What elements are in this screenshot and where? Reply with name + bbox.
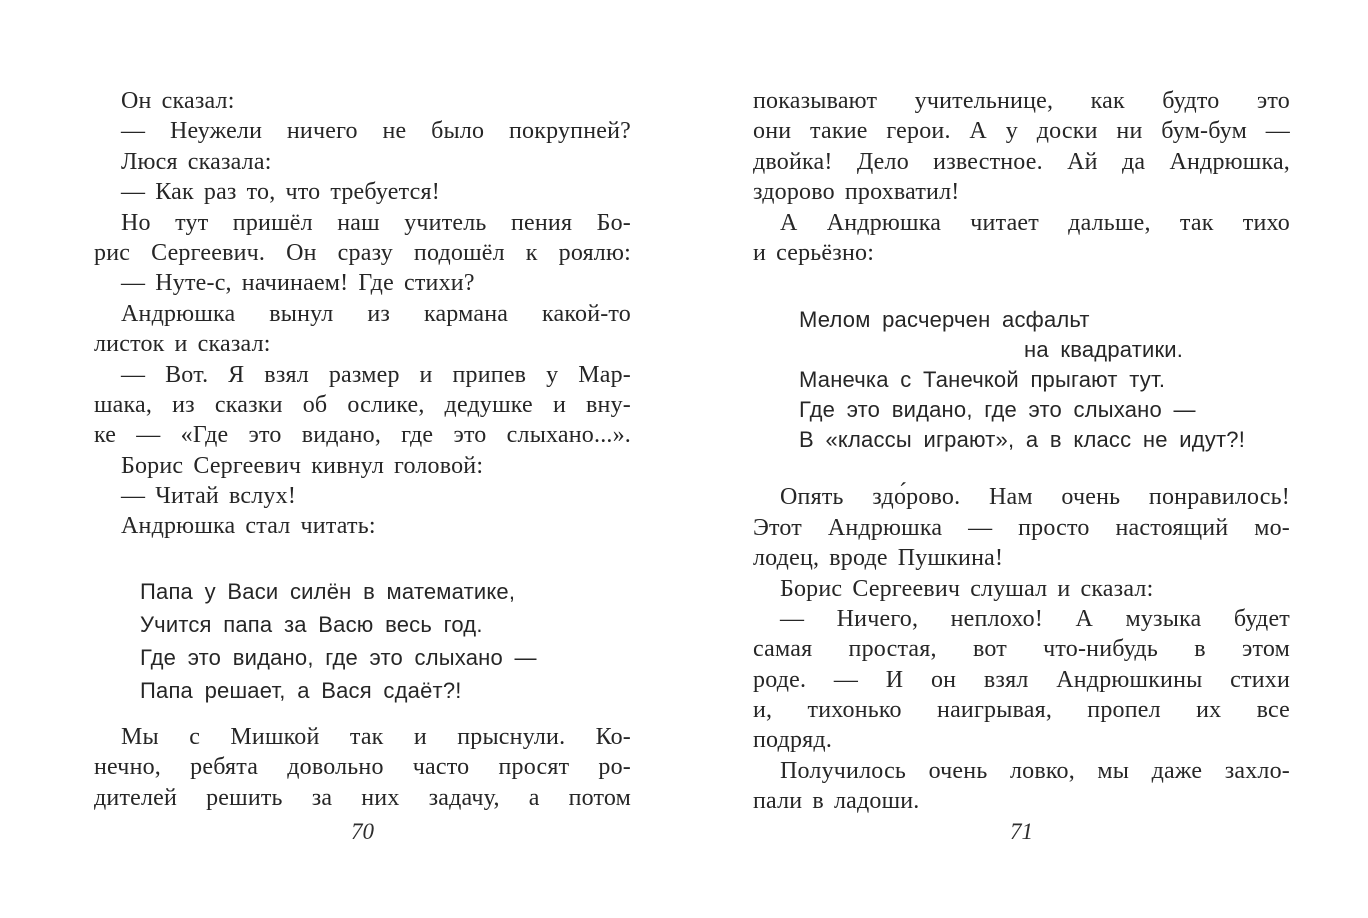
text-line: пали в ладоши. bbox=[753, 788, 920, 815]
text-line: Этот Андрюшка — просто настоящий мо- bbox=[753, 514, 1290, 541]
text-line: показывают учительнице, как будто это bbox=[753, 88, 1290, 114]
prose-block bbox=[94, 86, 631, 542]
text-line: — Как раз то, что требуется! bbox=[121, 179, 440, 206]
verse-line: Папа у Васи силён в математике, bbox=[140, 578, 516, 604]
verse-block bbox=[753, 305, 1290, 455]
text-line: и серьёзно: bbox=[753, 239, 875, 266]
text-line: Борис Сергеевич слушал и сказал: bbox=[780, 575, 1154, 602]
text-line: — Ничего, неплохо! А музыка будет bbox=[780, 605, 1290, 632]
text-line: подряд. bbox=[753, 727, 833, 754]
text-line: роде. — И он взял Андрюшкины стихи bbox=[753, 666, 1290, 693]
prose-block bbox=[94, 722, 631, 813]
verse-line: Где это видано, где это слыхано — bbox=[140, 644, 537, 670]
verse-line: Учится папа за Васю весь год. bbox=[140, 611, 483, 637]
text-line: шака, из сказки об ослике, дедушке и вну- bbox=[94, 391, 631, 418]
text-line: листок и сказал: bbox=[94, 331, 271, 358]
verse-line: Где это видано, где это слыхано — bbox=[799, 397, 1196, 423]
prose-block bbox=[753, 482, 1290, 816]
text-line: Мы с Мишкой так и прыснули. Ко- bbox=[121, 723, 631, 750]
right-page-number: 71 bbox=[1010, 819, 1033, 844]
verse-line: Манечка с Танечкой прыгают тут. bbox=[799, 367, 1166, 393]
verse-line: на квадратики. bbox=[1024, 337, 1184, 363]
text-line: Опять здо́рово. Нам очень понравилось! bbox=[780, 484, 1290, 511]
text-line: — Вот. Я взял размер и припев у Мар- bbox=[121, 361, 631, 388]
text-line: они такие герои. А у доски ни бум-бум — bbox=[753, 118, 1290, 145]
verse-line: Мелом расчерчен асфальт bbox=[799, 307, 1090, 333]
verse-line: Папа решает, а Вася сдаёт?! bbox=[140, 677, 462, 703]
text-line: Борис Сергеевич кивнул головой: bbox=[121, 452, 484, 479]
text-line: А Андрюшка читает дальше, так тихо bbox=[780, 209, 1290, 236]
text-line: лодец, вроде Пушкина! bbox=[753, 545, 1004, 572]
text-line: Люся сказала: bbox=[121, 148, 272, 175]
text-line: здорово прохватил! bbox=[753, 179, 960, 206]
text-line: ке — «Где это видано, где это слыхано...». bbox=[94, 422, 631, 449]
text-line: дителей решить за них задачу, а потом bbox=[94, 784, 631, 811]
right-page bbox=[753, 86, 1290, 844]
left-page bbox=[94, 86, 631, 844]
verse-line: В «классы играют», а в класс не идут?! bbox=[799, 427, 1246, 453]
left-page-number: 70 bbox=[351, 819, 374, 844]
text-line: Андрюшка вынул из кармана какой-то bbox=[121, 300, 631, 327]
text-line: нечно, ребята довольно часто просят ро- bbox=[94, 754, 631, 781]
text-line: Но тут пришёл наш учитель пения Бо- bbox=[121, 209, 631, 236]
text-line: самая простая, вот что-нибудь в этом bbox=[753, 636, 1290, 663]
prose-block bbox=[753, 86, 1290, 268]
right-page-text bbox=[753, 86, 1290, 817]
text-line: двойка! Дело известное. Ай да Андрюшка, bbox=[753, 148, 1290, 175]
text-line: — Читай вслух! bbox=[121, 483, 297, 510]
text-line: Он сказал: bbox=[121, 88, 235, 114]
verse-block bbox=[94, 575, 631, 707]
text-line: рис Сергеевич. Он сразу подошёл к роялю: bbox=[94, 239, 631, 266]
text-line: Андрюшка стал читать: bbox=[121, 513, 376, 540]
left-page-text bbox=[94, 86, 631, 813]
text-line: Получилось очень ловко, мы даже захло- bbox=[780, 757, 1290, 784]
text-line: и, тихонько наигрывая, пропел их все bbox=[753, 697, 1290, 724]
text-line: — Нуте-с, начинаем! Где стихи? bbox=[121, 270, 475, 297]
text-line: — Неужели ничего не было покрупней? bbox=[121, 118, 631, 145]
